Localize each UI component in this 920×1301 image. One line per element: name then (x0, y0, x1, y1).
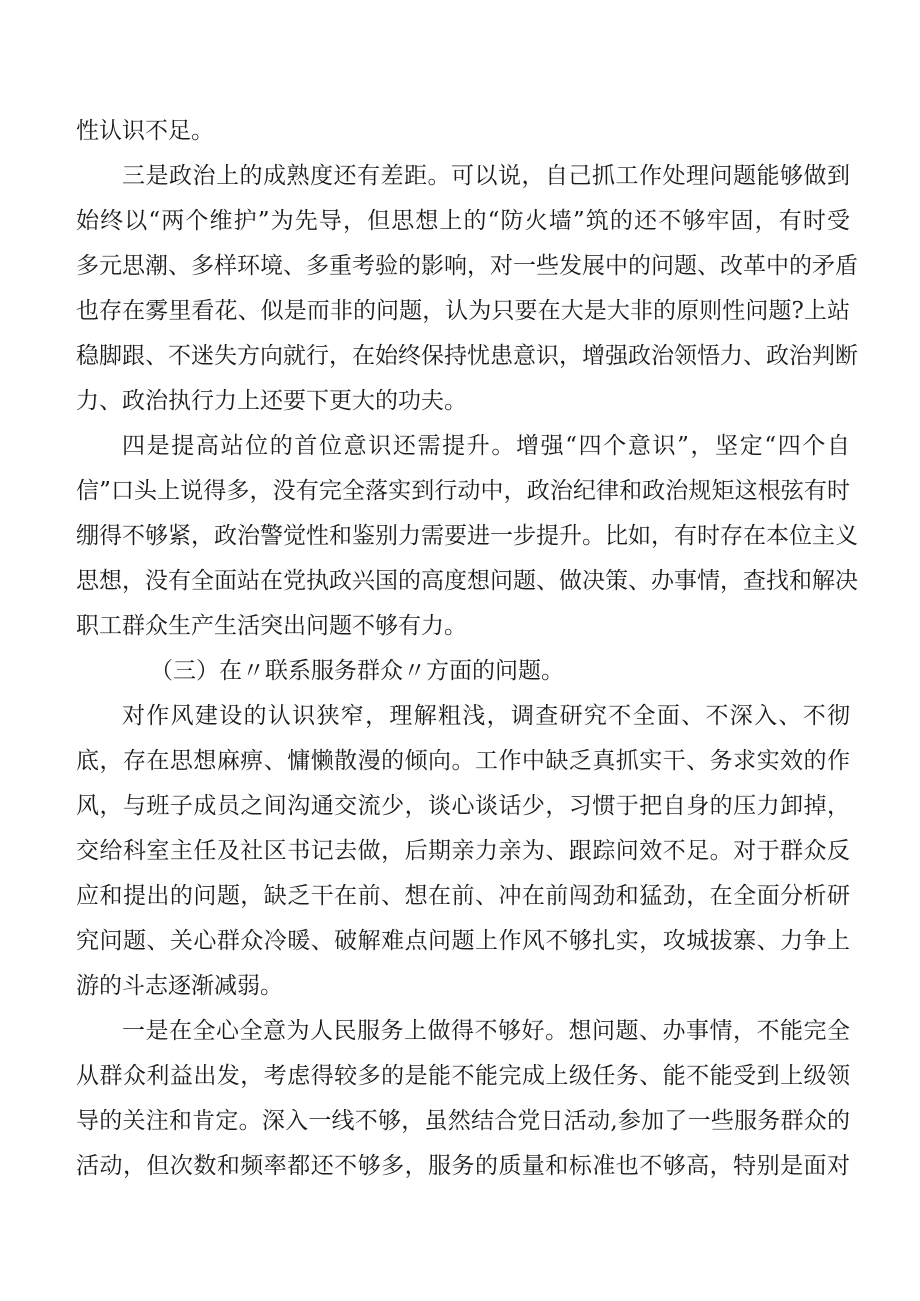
text-line: 对作风建设的认识狭窄，理解粗浅，调查研究不全面、不深入、不彻 (122, 703, 850, 729)
text-line: 也存在雾里看花、似是而非的问题，认为只要在大是大非的原则性问题?上站 (76, 298, 850, 324)
text-line: 四是提高站位的首位意识还需提升。增强“四个意识”，坚定“四个自 (122, 433, 850, 459)
text-line: 底，存在思想麻痹、慵懒散漫的倾向。工作中缺乏真抓实干、务求实效的作 (76, 748, 850, 774)
text-line: 一是在全心全意为人民服务上做得不够好。想问题、办事情，不能完全 (122, 1018, 850, 1044)
text-line: 绷得不够紧，政治警觉性和鉴别力需要进一步提升。比如，有时存在本位主义 (76, 523, 858, 549)
text-line: 稳脚跟、不迷失方向就行，在始终保持忧患意识，增强政治领悟力、政治判断 (76, 343, 858, 369)
text-line: 应和提出的问题，缺乏干在前、想在前、冲在前闯劲和猛劲，在全面分析研 (76, 883, 850, 909)
text-line: 活动，但次数和频率都还不够多，服务的质量和标准也不够高，特别是面对 (76, 1153, 850, 1179)
text-line: 始终以“两个维护”为先导，但思想上的“防火墙”筑的还不够牢固，有时受 (76, 208, 850, 234)
text-line: 究问题、关心群众冷暖、破解难点问题上作风不够扎实，攻城拔寨、力争上 (76, 928, 850, 954)
text-line: 交给科室主任及社区书记去做，后期亲力亲为、跟踪问效不足。对于群众反 (76, 838, 850, 864)
text-line: 游的斗志逐渐减弱。 (76, 973, 283, 999)
text-line: 导的关注和肯定。深入一线不够，虽然结合党日活动,参加了一些服务群众的 (76, 1108, 850, 1134)
text-line: 风，与班子成员之间沟通交流少，谈心谈话少，习惯于把自身的压力卸掉， (76, 793, 850, 819)
text-line: 多元思潮、多样环境、多重考验的影响，对一些发展中的问题、改革中的矛盾 (76, 253, 858, 279)
text-line: 职工群众生产生活突出问题不够有力。 (76, 613, 467, 639)
text-line: 三是政治上的成熟度还有差距。可以说，自己抓工作处理问题能够做到 (122, 163, 850, 189)
text-line: 信”口头上说得多，没有完全落实到行动中，政治纪律和政治规矩这根弦有时 (76, 478, 850, 504)
text-line: 力、政治执行力上还要下更大的功夫。 (76, 388, 467, 414)
section-heading: （三）在〃联系服务群众〃方面的问题。 (150, 658, 564, 684)
text-line: 思想，没有全面站在党执政兴国的高度想问题、做决策、办事情，查找和解决 (76, 568, 858, 594)
text-line: 性认识不足。 (76, 118, 214, 144)
text-line: 从群众利益出发，考虑得较多的是能不能完成上级任务、能不能受到上级领 (76, 1063, 850, 1089)
